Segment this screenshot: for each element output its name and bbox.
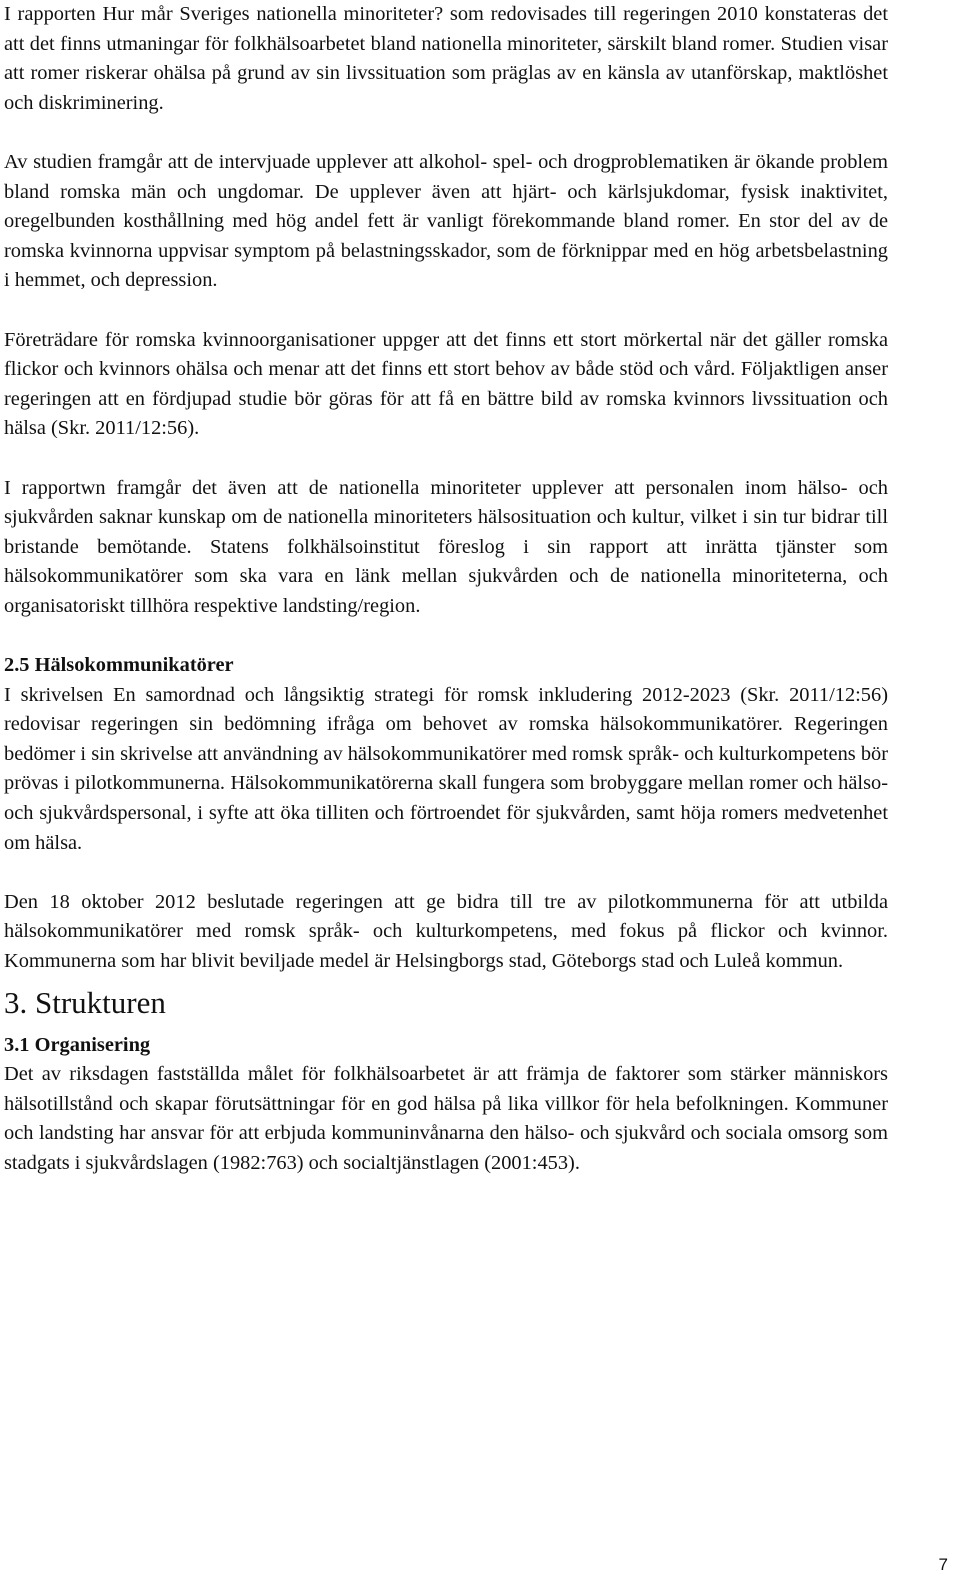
paragraph-gap (4, 621, 888, 651)
page-number: 7 (938, 1555, 948, 1574)
chapter-heading-structure: 3. Strukturen (4, 984, 166, 1020)
document-page (4, 0, 888, 1179)
paragraph-womens-organisations: Företrädare för romska kvinnoorganisationer uppger att det finns ett stort mörkertal när det gäller romska flickor och kvinnors ohälsa och menar att det finns ett stort behov av både stöd och vård. Följaktligen anser regeringen att en fördjupad studie bör göras för att få en bättre bild av romska kvinnors livssituation och hälsa (Skr. 2011/12:56). (4, 328, 888, 440)
paragraph-strategy-inclusion: I skrivelsen En samordnad och långsiktig strategi för romsk inkludering 2012-2023 (Skr. 2011/12:56) redovisar regeringen sin bedömning ifråga om behovet av romska hälsokommunikatörer. Regeringen bedömer i sin skrivelse att användning av hälsokommunikatörer med romsk språk- och kulturkompetens bör prövas i pilotkommunerna. Hälsokommunikatörerna skall fungera som brobyggare mellan romer och hälso- och sjukvårdspersonal, i syfte att öka tilliten och förtroendet för sjukvården, samt höja romers medvetenhet om hälsa. (4, 683, 888, 854)
section-heading-health-communicators: 2.5 Hälsokommunikatörer (4, 654, 234, 677)
paragraph-pilot-municipalities: Den 18 oktober 2012 beslutade regeringen att ge bidra till tre av pilotkommunerna för att utbilda hälsokommunikatörer med romsk språk- och kulturkompetens, med fokus på flickor och kvinnor. Kommunerna som har blivit beviljade medel är Helsingborgs stad, Göteborgs stad och Luleå kommun. (4, 890, 888, 972)
paragraph-gap (4, 296, 888, 326)
paragraph-study-findings: Av studien framgår att de intervjuade upplever att alkohol- spel- och drogproblematiken är ökande problem bland romska män och ungdomar. De upplever även att hjärt- och kärlsjukdomar, fysisk inaktivitet, oregelbunden kosthållning med hög andel fett är vanligt förekommande bland romer. En stor del av de romska kvinnorna uppvisar symptom på belastningsskador, som de förknippar med en hög arbetsbelastning i hemmet, och depression. (4, 150, 888, 292)
paragraph-gap (4, 858, 888, 888)
paragraph-healthcare-knowledge: I rapportwn framgår det även att de nationella minoriteter upplever att personalen inom hälso- och sjukvården saknar kunskap om de nationella minoriteters hälsosituation och kultur, vilket i sin tur bidrar till bristande bemötande. Statens folkhälsoinstitut föreslog i sin rapport att inrätta tjänster som hälsokommunikatörer som ska vara en länk mellan sjukvården och de nationella minoriteterna, och organisatoriskt tillhöra respektive landsting/region. (4, 476, 888, 617)
section-heading-organisation: 3.1 Organisering (4, 1033, 151, 1056)
paragraph-minorities-report: I rapporten Hur mår Sveriges nationella minoriteter? som redovisades till regeringen 2010 konstateras det att det finns utmaningar för folkhälsoarbetet bland nationella minoriteter, särskilt bland romer. Studien visar att romer riskerar ohälsa på grund av sin livssituation som präglas av en känsla av utanförskap, maktlöshet och diskriminering. (4, 3, 888, 114)
paragraph-gap (4, 118, 888, 148)
paragraph-public-health-goal: Det av riksdagen fastställda målet för folkhälsoarbetet är att främja de faktorer som stärker människors hälsotillstånd och skapar förutsättningar för en god hälsa på lika villkor för hela befolkningen. Kommuner och landsting har ansvar för att erbjuda kommuninvånarna den hälso- och sjukvård och sociala omsorg som stadgats i sjukvårdslagen (1982:763) och socialtjänstlagen (2001:453). (4, 1063, 888, 1174)
paragraph-gap (4, 444, 888, 474)
